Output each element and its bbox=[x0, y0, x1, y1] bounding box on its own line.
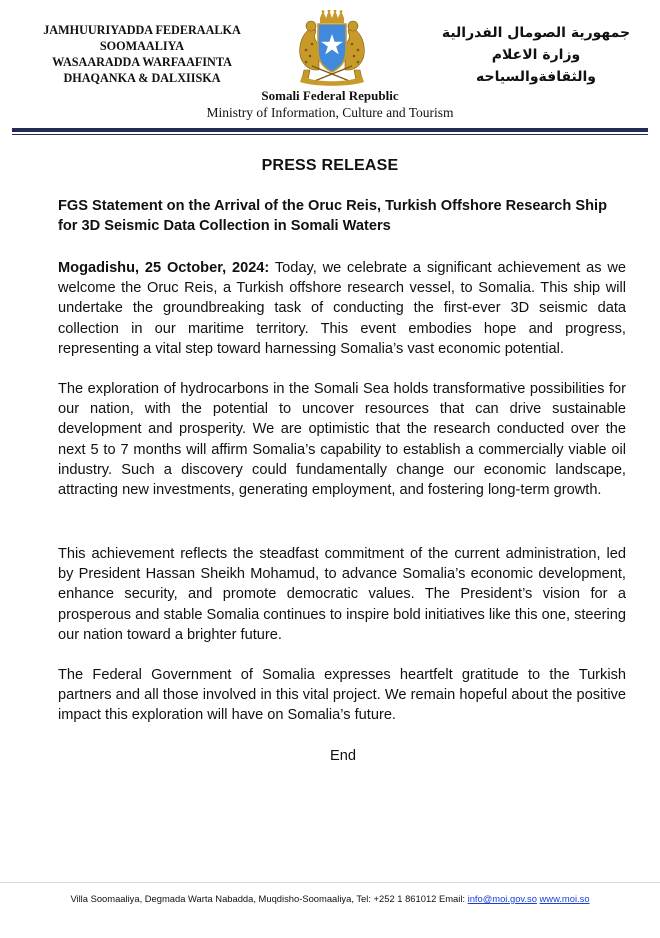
somali-ministry-name bbox=[22, 22, 262, 86]
document-title: PRESS RELEASE bbox=[261, 157, 399, 174]
letterhead bbox=[0, 0, 660, 140]
header-rule-thick bbox=[12, 128, 648, 132]
paragraph-1-text: Today, we celebrate a significant achievement as we welcome the Oruc Reis, a Turkish offshore research vessel, to Somalia. This ship will undertake the groundbreaking task of conducting the first-ever 3D seismic data collection in our maritime territory. This event embodies hope and progress, representing a vital step toward harnessing Somalia’s vast economic potential. bbox=[58, 260, 627, 357]
shield-icon bbox=[318, 24, 346, 72]
paragraph-3: This achievement reflects the steadfast commitment of the current administration, led by President Hassan Sheikh Mohamud, to advance Somalia’s economic development, enhance security, and promote democratic values. The President’s vision for a prosperous and stable Somalia continues to inspire bold initiatives like this one, steering our nation toward a brighter future. bbox=[58, 546, 626, 643]
paragraph-4: The Federal Government of Somalia expresses heartfelt gratitude to the Turkish partners and all those involved in this vital project. We remain hopeful about the positive impact this exploration will have on Somalia’s future. bbox=[58, 667, 626, 724]
footer-rule bbox=[0, 882, 660, 883]
footer-website-link[interactable]: www.moi.so bbox=[539, 893, 590, 904]
end-marker: End bbox=[330, 748, 356, 764]
ribbon-icon bbox=[300, 76, 364, 86]
somali-name-line: DHAQANKA & DALXIISKA bbox=[63, 71, 221, 85]
header-rule-thin bbox=[12, 134, 648, 135]
arabic-name-line: وزارة الاعلام bbox=[491, 47, 581, 63]
footer bbox=[0, 892, 660, 906]
crown-icon bbox=[320, 10, 344, 23]
paragraph-1 bbox=[58, 258, 626, 359]
leopard-right-icon bbox=[345, 21, 364, 80]
arabic-name-line: والثقافةوالسياحه bbox=[475, 69, 597, 85]
arabic-ministry-name bbox=[426, 22, 646, 88]
leopard-left-icon bbox=[300, 21, 319, 80]
footer-email-link[interactable]: info@moi.gov.so bbox=[467, 893, 537, 904]
paragraph-2: The exploration of hydrocarbons in the Somali Sea holds transformative possibilities for our nation, with the potential to uncover resources that can drive sustainable development and prosperity. We are optimistic that the research conducted over the next 5 to 7 months will affirm Somalia’s capability to establish a commercially viable oil industry. Such a discovery could fundamentally change our economic landscape, attracting new investments, generating employment, and fostering long-term growth. bbox=[58, 381, 626, 499]
arabic-name-line: جمهورية الصومال الفدرالية bbox=[441, 25, 631, 41]
somali-name-line: JAMHUURIYADDA FEDERAALKA bbox=[43, 23, 241, 37]
republic-name: Somali Federal Republic bbox=[261, 88, 399, 103]
coat-of-arms-icon bbox=[284, 10, 380, 86]
somali-name-line: SOOMAALIYA bbox=[99, 39, 185, 53]
dateline: Mogadishu, 25 October, 2024: bbox=[58, 260, 270, 276]
press-headline: FGS Statement on the Arrival of the Oruc Reis, Turkish Offshore Research Ship for 3D Seismic Data Collection in Somali Waters bbox=[58, 198, 608, 234]
somali-name-line: WASAARADDA WARFAAFINTA bbox=[52, 55, 232, 69]
footer-address: Villa Soomaaliya, Degmada Warta Nabadda, Muqdisho-Soomaaliya, Tel: +252 1 861012 Email: bbox=[70, 893, 468, 904]
ministry-name: Ministry of Information, Culture and Tourism bbox=[206, 105, 454, 120]
